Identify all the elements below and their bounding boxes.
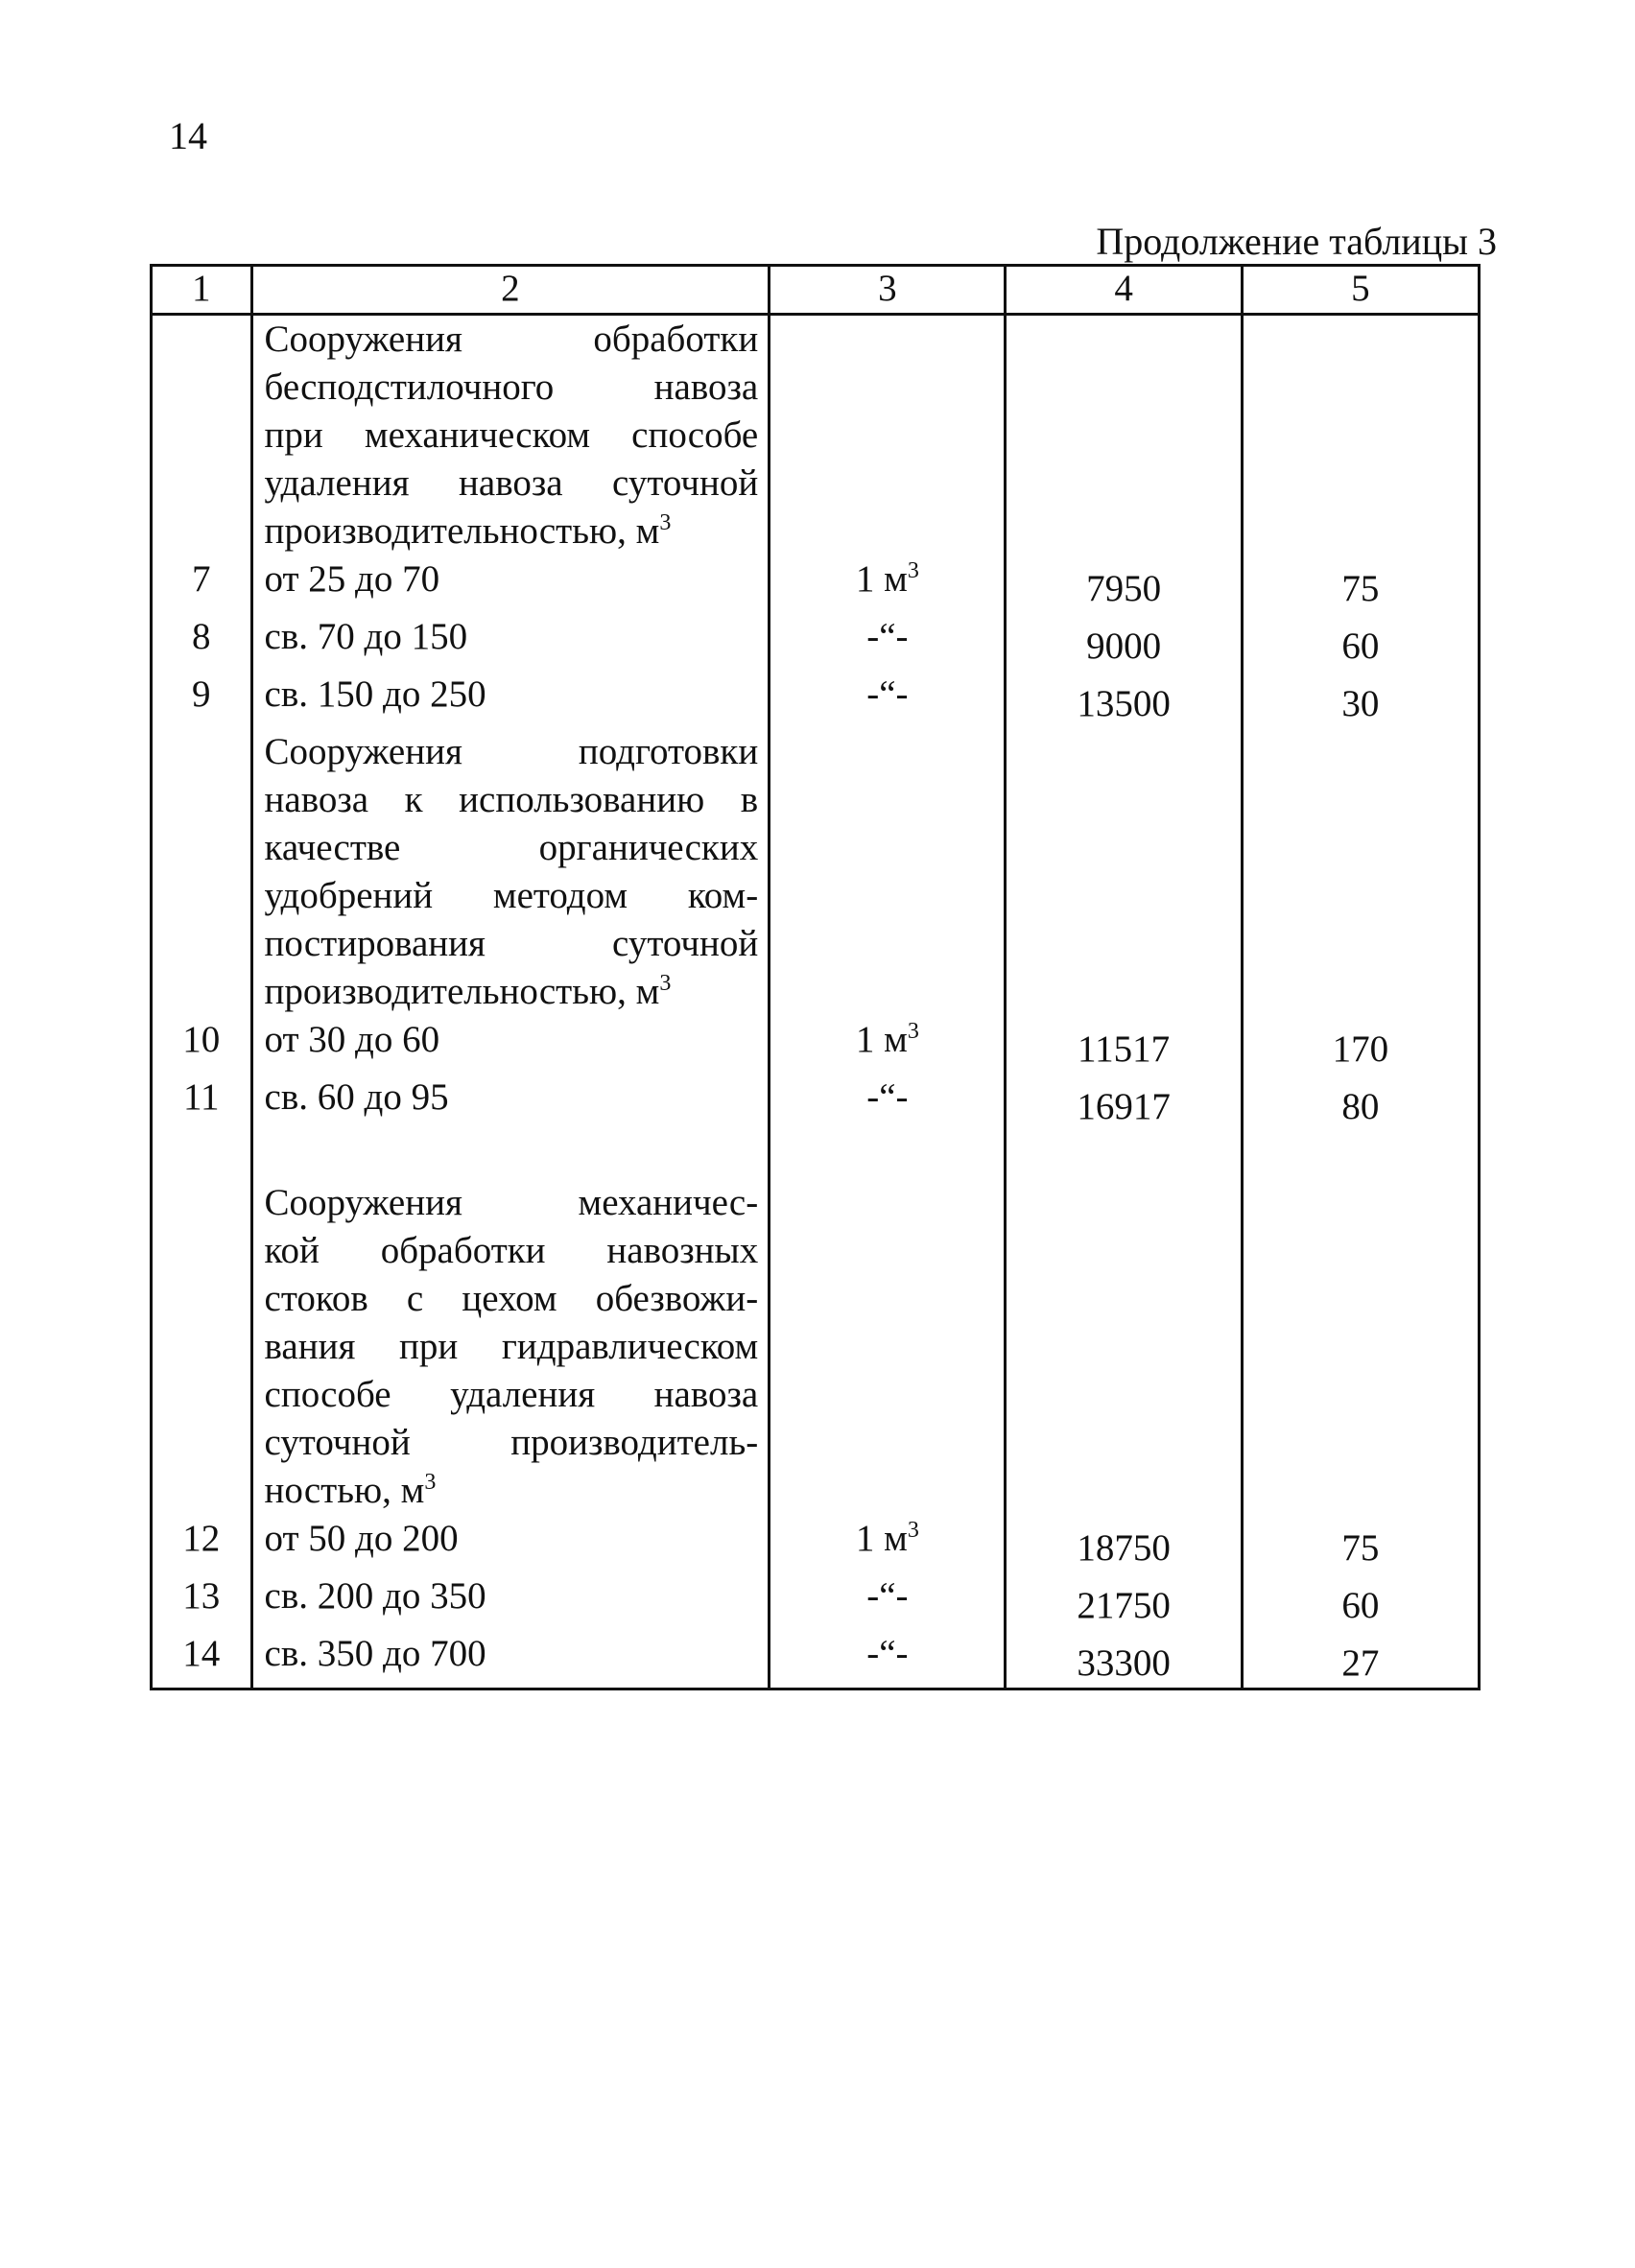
cost-value: 33300 (1006, 1630, 1242, 1689)
description-row (152, 872, 1480, 920)
range-label: от 50 до 200 (251, 1515, 770, 1572)
range-label: св. 200 до 350 (251, 1572, 770, 1630)
empty-cell (152, 364, 252, 412)
empty-cell (1006, 728, 1242, 776)
empty-cell (1242, 1419, 1479, 1467)
table-row (152, 555, 1480, 613)
empty-cell (1006, 776, 1242, 824)
category-text (251, 920, 770, 968)
unit-cell (770, 555, 1006, 613)
row-number: 9 (152, 671, 252, 728)
unit-cell (770, 1630, 1006, 1689)
empty-cell (770, 1419, 1006, 1467)
row-number: 10 (152, 1016, 252, 1074)
unit-text: -“- (866, 673, 909, 715)
empty-cell (1242, 412, 1479, 460)
table-row (152, 1515, 1480, 1572)
description-row (152, 968, 1480, 1016)
empty-cell (770, 460, 1006, 508)
cost-value: 11517 (1006, 1016, 1242, 1074)
column5-value: 80 (1242, 1074, 1479, 1131)
empty-cell (152, 412, 252, 460)
cost-value: 18750 (1006, 1515, 1242, 1572)
empty-cell (770, 728, 1006, 776)
empty-cell (770, 1227, 1006, 1275)
category-text (251, 776, 770, 824)
empty-cell (152, 460, 252, 508)
column-header: 2 (251, 266, 770, 315)
empty-cell (770, 1131, 1006, 1179)
spacer-row (152, 1131, 1480, 1179)
empty-cell (1242, 824, 1479, 872)
superscript: 3 (424, 1470, 437, 1495)
column5-value: 60 (1242, 1572, 1479, 1630)
range-label: от 30 до 60 (251, 1016, 770, 1074)
empty-cell (1006, 508, 1242, 555)
column-header: 3 (770, 266, 1006, 315)
unit-text: 1 м (855, 1518, 908, 1559)
empty-cell (1242, 508, 1479, 555)
description-row (152, 315, 1480, 365)
empty-cell (152, 315, 252, 365)
unit-cell (770, 1515, 1006, 1572)
cost-table (150, 264, 1481, 1690)
unit-text: -“- (866, 616, 909, 657)
empty-cell (152, 1419, 252, 1467)
empty-cell (1006, 1179, 1242, 1227)
column5-value: 30 (1242, 671, 1479, 728)
description-row (152, 1179, 1480, 1227)
range-label: св. 150 до 250 (251, 671, 770, 728)
empty-cell (152, 1275, 252, 1323)
range-label: от 25 до 70 (251, 555, 770, 613)
empty-cell (152, 1227, 252, 1275)
empty-cell (1006, 1131, 1242, 1179)
column5-value: 75 (1242, 555, 1479, 613)
empty-cell (1006, 460, 1242, 508)
description-row (152, 508, 1480, 555)
category-line: кой обработки навозных (264, 1230, 759, 1271)
empty-cell (152, 776, 252, 824)
table-row (152, 671, 1480, 728)
category-text (251, 1419, 770, 1467)
column-header: 4 (1006, 266, 1242, 315)
description-row (152, 460, 1480, 508)
description-row (152, 1323, 1480, 1371)
category-line: удобрений методом ком- (264, 875, 759, 916)
empty-cell (1242, 968, 1479, 1016)
table-row (152, 1630, 1480, 1689)
category-line: ностью, м (264, 1470, 425, 1511)
unit-cell (770, 671, 1006, 728)
cost-value: 21750 (1006, 1572, 1242, 1630)
category-text (251, 1467, 770, 1515)
empty-cell (1006, 315, 1242, 365)
empty-cell (152, 824, 252, 872)
cost-value: 7950 (1006, 555, 1242, 613)
category-line: Сооружения обработки (264, 319, 759, 360)
column-header: 5 (1242, 266, 1479, 315)
cost-value: 9000 (1006, 613, 1242, 671)
empty-cell (1006, 872, 1242, 920)
empty-cell (152, 968, 252, 1016)
category-line: удаления навоза суточной (264, 462, 759, 504)
empty-cell (1242, 460, 1479, 508)
empty-cell (770, 920, 1006, 968)
description-row (152, 1227, 1480, 1275)
empty-cell (1242, 1227, 1479, 1275)
superscript: 3 (659, 971, 672, 996)
empty-cell (1242, 1323, 1479, 1371)
empty-cell (770, 1467, 1006, 1515)
category-line: вания при гидравлическом (264, 1326, 759, 1367)
category-text (251, 315, 770, 365)
empty-cell (770, 364, 1006, 412)
empty-cell (770, 968, 1006, 1016)
category-line: навоза к использованию в (264, 779, 759, 820)
category-text (251, 460, 770, 508)
category-line: способе удаления навоза (264, 1374, 759, 1415)
empty-cell (152, 1323, 252, 1371)
description-row (152, 824, 1480, 872)
category-text (251, 872, 770, 920)
table-caption: Продолжение таблицы 3 (1096, 220, 1497, 263)
row-number: 11 (152, 1074, 252, 1131)
empty-cell (1006, 824, 1242, 872)
empty-cell (1006, 364, 1242, 412)
row-number: 13 (152, 1572, 252, 1630)
superscript: 3 (907, 1518, 919, 1543)
empty-cell (1242, 1179, 1479, 1227)
empty-cell (1242, 1467, 1479, 1515)
description-row (152, 1371, 1480, 1419)
unit-text: 1 м (855, 558, 908, 600)
unit-cell (770, 1074, 1006, 1131)
superscript: 3 (907, 1019, 919, 1044)
table-body (152, 266, 1480, 1689)
row-number: 7 (152, 555, 252, 613)
category-text (251, 968, 770, 1016)
table-row (152, 613, 1480, 671)
category-line: суточной производитель- (264, 1422, 759, 1463)
empty-cell (152, 1371, 252, 1419)
table-row (152, 1016, 1480, 1074)
range-label: св. 60 до 95 (251, 1074, 770, 1131)
empty-cell (251, 1131, 770, 1179)
empty-cell (770, 824, 1006, 872)
empty-cell (152, 872, 252, 920)
empty-cell (770, 1275, 1006, 1323)
category-line: Сооружения механичес- (264, 1182, 759, 1223)
description-row (152, 364, 1480, 412)
column-header: 1 (152, 266, 252, 315)
empty-cell (770, 315, 1006, 365)
category-line: при механическом способе (264, 414, 759, 456)
unit-cell (770, 1572, 1006, 1630)
column5-value: 75 (1242, 1515, 1479, 1572)
unit-cell (770, 1016, 1006, 1074)
empty-cell (1242, 776, 1479, 824)
category-text (251, 1227, 770, 1275)
category-line: производительностью, м (264, 971, 660, 1012)
empty-cell (1242, 1275, 1479, 1323)
unit-text: -“- (866, 1076, 909, 1118)
empty-cell (1242, 728, 1479, 776)
cost-value: 13500 (1006, 671, 1242, 728)
category-text (251, 728, 770, 776)
empty-cell (1006, 1371, 1242, 1419)
category-text (251, 824, 770, 872)
empty-cell (1006, 1275, 1242, 1323)
empty-cell (1006, 1419, 1242, 1467)
category-text (251, 364, 770, 412)
unit-text: -“- (866, 1633, 909, 1674)
empty-cell (770, 412, 1006, 460)
range-label: св. 70 до 150 (251, 613, 770, 671)
category-text (251, 412, 770, 460)
row-number: 8 (152, 613, 252, 671)
empty-cell (770, 1323, 1006, 1371)
column5-value: 27 (1242, 1630, 1479, 1689)
empty-cell (1242, 872, 1479, 920)
table-header-row (152, 266, 1480, 315)
empty-cell (152, 920, 252, 968)
table-row (152, 1074, 1480, 1131)
empty-cell (1006, 968, 1242, 1016)
unit-text: -“- (866, 1575, 909, 1617)
description-row (152, 1275, 1480, 1323)
category-line: производительностью, м (264, 510, 660, 552)
empty-cell (770, 776, 1006, 824)
empty-cell (152, 728, 252, 776)
category-line: Сооружения подготовки (264, 731, 759, 772)
category-line: бесподстилочного навоза (264, 366, 759, 408)
empty-cell (770, 1371, 1006, 1419)
row-number: 14 (152, 1630, 252, 1689)
cost-value: 16917 (1006, 1074, 1242, 1131)
unit-cell (770, 613, 1006, 671)
empty-cell (1242, 1371, 1479, 1419)
description-row (152, 776, 1480, 824)
category-text (251, 1371, 770, 1419)
category-text (251, 1323, 770, 1371)
table-row (152, 1572, 1480, 1630)
column5-value: 170 (1242, 1016, 1479, 1074)
empty-cell (1006, 1467, 1242, 1515)
row-number: 12 (152, 1515, 252, 1572)
empty-cell (152, 508, 252, 555)
page-number: 14 (169, 114, 207, 157)
description-row (152, 412, 1480, 460)
description-row (152, 920, 1480, 968)
empty-cell (1006, 412, 1242, 460)
description-row (152, 1467, 1480, 1515)
description-row (152, 1419, 1480, 1467)
column5-value: 60 (1242, 613, 1479, 671)
empty-cell (770, 1179, 1006, 1227)
description-row (152, 728, 1480, 776)
category-text (251, 1179, 770, 1227)
empty-cell (1242, 315, 1479, 365)
superscript: 3 (907, 558, 919, 583)
category-line: стоков с цехом обезвожи- (264, 1278, 759, 1319)
empty-cell (152, 1467, 252, 1515)
empty-cell (152, 1131, 252, 1179)
category-line: постирования суточной (264, 923, 759, 964)
empty-cell (1242, 364, 1479, 412)
category-text (251, 508, 770, 555)
range-label: св. 350 до 700 (251, 1630, 770, 1689)
category-text (251, 1275, 770, 1323)
empty-cell (770, 508, 1006, 555)
empty-cell (1242, 920, 1479, 968)
unit-text: 1 м (855, 1019, 908, 1060)
superscript: 3 (659, 510, 672, 535)
empty-cell (1006, 1323, 1242, 1371)
category-line: качестве органических (264, 827, 759, 868)
empty-cell (1006, 920, 1242, 968)
empty-cell (1242, 1131, 1479, 1179)
empty-cell (770, 872, 1006, 920)
empty-cell (1006, 1227, 1242, 1275)
empty-cell (152, 1179, 252, 1227)
